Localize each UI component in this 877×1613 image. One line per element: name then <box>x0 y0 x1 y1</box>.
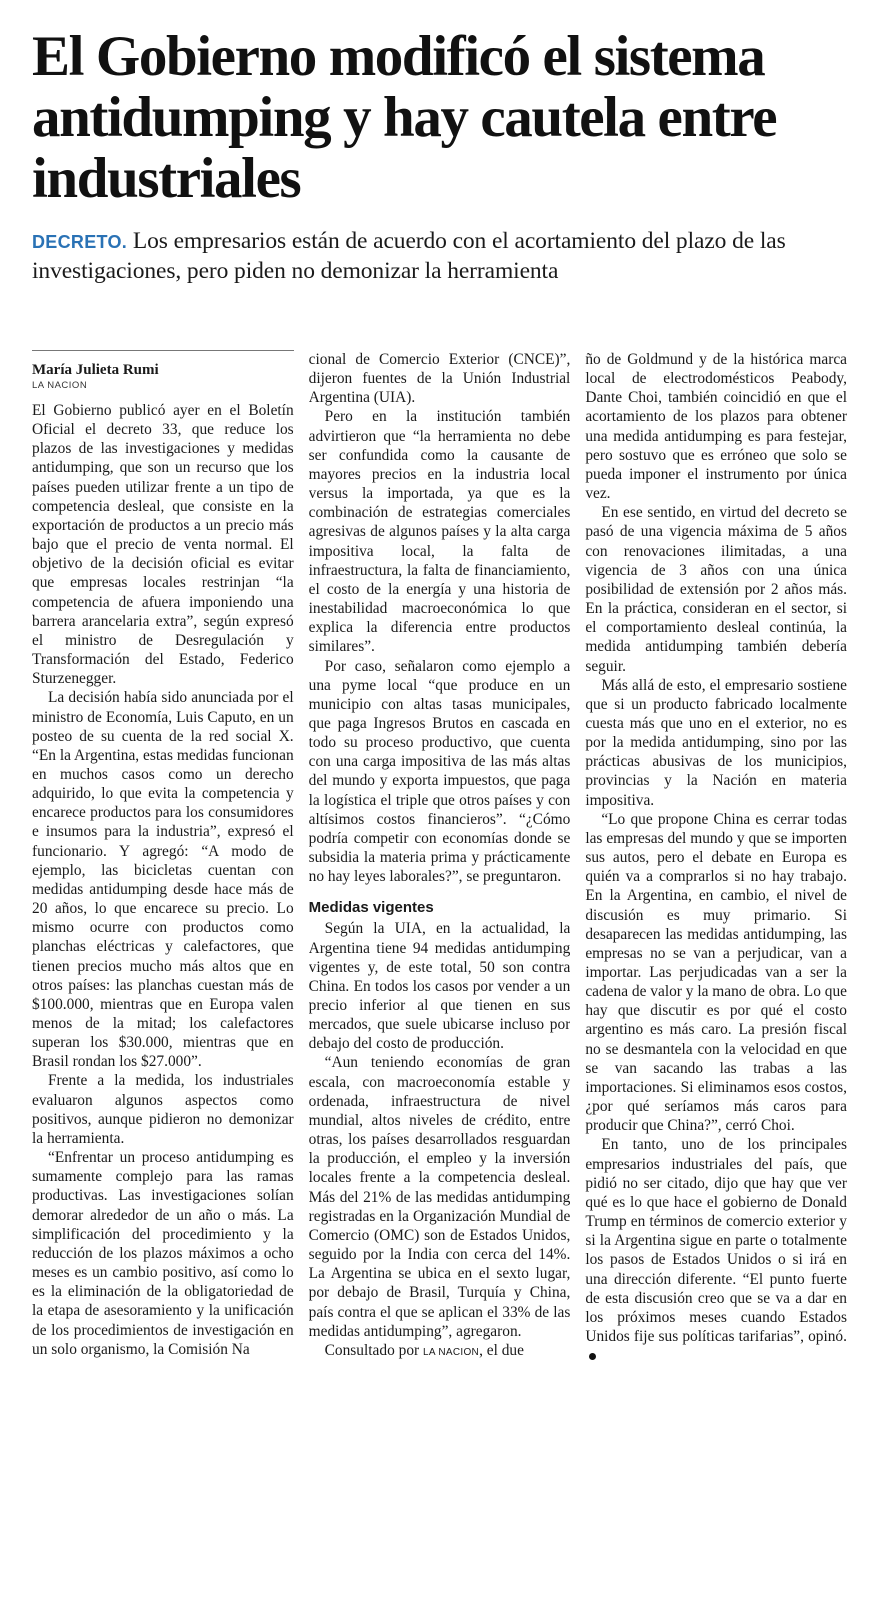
article-columns <box>32 350 847 1600</box>
byline-outlet: LA NACION <box>32 380 88 391</box>
column-3 <box>585 350 847 1600</box>
byline <box>32 350 294 393</box>
subhead: Medidas vigentes <box>308 899 434 917</box>
paragraph: El Gobierno publicó ayer en el Boletín Oficial el decreto 33, que reduce los plazos de las investigaciones y medidas antidumping, que son un recurso que los países pueden utilizar frente a un tipo de competencia desleal, que consiste en la exportación de productos a un precio más bajo que el precio de venta normal. El objetivo de la decisión oficial es evitar que empresas locales restrinjan “la competencia de afuera imponiendo una barrera arancelaria extra”, según expresó el ministro de Desregulación y Transformación del Estado, Federico Sturzenegger. <box>32 402 294 688</box>
deck-text: Los empresarios están de acuerdo con el acortamiento del plazo de las investigaciones, pero piden no demonizar la herramienta <box>32 228 786 284</box>
paragraph: Frente a la medida, los industriales evaluaron algunos aspectos como positivos, aunque pidieron no demonizar la herramienta. <box>32 1072 294 1147</box>
outlet-name: LA NACION <box>423 1346 480 1358</box>
column-2 <box>309 350 571 1600</box>
paragraph-continued: ño de Goldmund y de la histórica marca local de electrodomésticos Peabody, Dante Choi, también coincidió en que el acortamiento de los plazos para obtener una medida antidumping es para festejar, pero sostuvo que es erróneo que solo se pueda imponer el instrumento por única vez. <box>585 351 847 503</box>
deck <box>32 227 847 286</box>
end-of-article-mark <box>589 1353 596 1360</box>
paragraph-text: Consultado por <box>324 1341 420 1359</box>
paragraph: Más allá de esto, el empresario sostiene que si un producto fabricado localmente cuesta más que uno en el exterior, no es por la medida antidumping, sino por las prácticas abusivas de los municipios, provincias y la Nación en materia impositiva. <box>585 676 847 809</box>
headline: El Gobierno modificó el sistema antidumping y hay cautela entre industriales <box>32 25 777 210</box>
paragraph-text: , el due <box>479 1341 524 1359</box>
paragraph: Pero en la institución también advirtieron que “la herramienta no debe ser confundida como la causante de mayores precios en la industria local versus la importada, ya que es la combinación de estrategias comerciales agresivas de algunos países y la alta carga impositiva local, la falta de infraestructura, la falta de financiamiento, el costo de la energía y una historia de inestabilidad macroeconómica lo que explica la diferencia entre productos similares”. <box>308 408 571 656</box>
column-1 <box>32 350 294 1600</box>
paragraph: “Enfrentar un proceso antidumping es sumamente complejo para las ramas productivas. Las investigaciones solían demorar alrededor de un año o más. La simplificación del procedimiento y la reducción de los plazos máximos a ocho meses es un cambio positivo, así como lo es la eliminación de la obligatoriedad de la etapa de asesoramiento y la unificación de los procedimientos de investigación en un solo organismo, la Comisión Na <box>32 1149 294 1358</box>
byline-author: María Julieta Rumi <box>32 362 159 378</box>
paragraph: Por caso, señalaron como ejemplo a una pyme local “que produce en un municipio con altas tasas municipales, que paga Ingresos Brutos en cascada en todo su proceso productivo, que cuenta con una carga impositiva de las más altas del mundo y exporta impuestos, que paga la logística el triple que otros países y con altísimos costos financieros”. “¿Cómo podría competir con economías donde se subsidia la materia prima y prácticamente no hay leyes laborales?”, se preguntaron. <box>308 657 571 886</box>
paragraph: “Aun teniendo economías de gran escala, con macroeconomía estable y ordenada, infraestructura de nivel mundial, altos niveles de crédito, entre otras, los países desarrollados resguardan la producción, el empleo y la inversión locales frente a la competencia desleal. Más del 21% de las medidas antidumping registradas en la Organización Mundial de Comercio (OMC) son de Estados Unidos, seguido por la India con cerca del 14%. La Argentina se ubica en el sexto lugar, por debajo de Brasil, Turquía y China, país contra el que se aplican el 33% de las medidas antidumping”, agregaron. <box>308 1054 571 1340</box>
paragraph: Según la UIA, en la actualidad, la Argentina tiene 94 medidas antidumping vigentes y, de este total, 50 son contra China. En todos los casos por vender a un precio inferior al que tienen en sus mercados, que suele ubicarse incluso por debajo del costo de producción. <box>308 920 571 1053</box>
paragraph <box>585 1135 847 1365</box>
paragraph-text: En tanto, uno de los principales empresarios industriales del país, que pidió no ser citado, dijo que hay que ver qué es lo que hace el gobierno de Donald Trump en términos de comercio exterior y si la Argentina sigue en parte o totalmente los pasos de Estados Unidos o si irá en una dirección diferente. “El punto fuerte de esta discusión creo que se va a dar en los próximos meses cuando Estados Unidos fije sus políticas tarifarias”, opinó. <box>585 1136 847 1345</box>
paragraph <box>309 1341 571 1362</box>
deck-kicker: DECRETO. <box>32 232 128 252</box>
paragraph: En ese sentido, en virtud del decreto se pasó de una vigencia máxima de 5 años con renovaciones ilimitadas, a una vigencia de 3 años con una única posibilidad de extensión por 2 años más. En la práctica, consideran en el sector, si el comportamiento desleal continúa, la medida antidumping también debería seguir. <box>585 504 847 675</box>
paragraph: La decisión había sido anunciada por el ministro de Economía, Luis Caputo, en un posteo de su cuenta de la red social X. “En la Argentina, estas medidas funcionan en muchos casos como un derecho adquirido, lo que evita la competencia y encarece productos para los consumidores e insumos para la industria”, expresó el funcionario. Y agregó: “A modo de ejemplo, las bicicletas cuentan con medidas antidumping desde hace más de 20 años, lo que encarece su precio. Lo mismo ocurre con productos como planchas eléctricas y calefactores, que tienen precios mucho más altos que en otros países: las planchas cuestan más de $100.000, mientras que en Europa valen menos de la mitad; los calefactores superan los $30.000, mientras que en Brasil rondan los $27.000”. <box>32 689 294 1071</box>
paragraph-continued: cional de Comercio Exterior (CNCE)”, dijeron fuentes de la Unión Industrial Argentina (UIA). <box>308 351 571 407</box>
paragraph: “Lo que propone China es cerrar todas las empresas del mundo y que se importen sus autos, pero el debate en Europa es quién va a comprarlos si no hay trabajo. En la Argentina, en cambio, el nivel de discusión es muy primario. Si desaparecen las medidas antidumping, las empresas no se van a perjudicar, van a importar. Las perjudicadas van a ser la cadena de valor y la mano de obra. Lo que hay que discutir es por qué el costo argentino es más caro. La presión fiscal no se desmantela con la velocidad en que se van sacando las trabas a las importaciones. Si eliminamos esos costos, ¿por qué seríamos más caros para producir que China?”, cerró Choi. <box>585 810 847 1135</box>
